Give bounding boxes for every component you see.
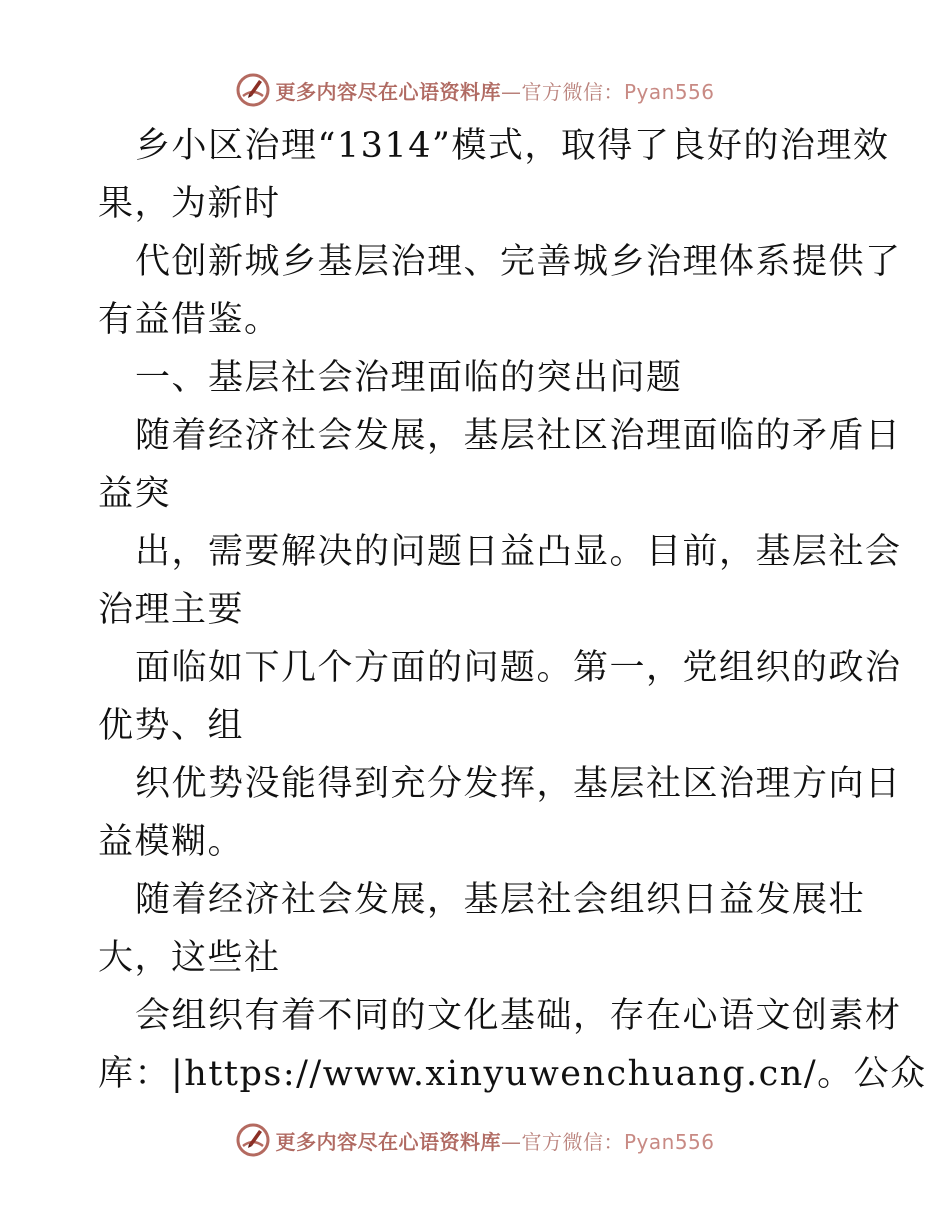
text-line: 一、基层社会治理面临的突出问题 <box>135 358 683 398</box>
text-line: 有益借鉴。 <box>98 300 281 340</box>
text-line: 益模糊。 <box>98 822 245 862</box>
banner-wechat-label: 官方微信： <box>521 1129 624 1154</box>
text-line: 果，为新时 <box>98 184 281 224</box>
text-line: 出，需要解决的问题日益凸显。目前，基层社会 <box>135 532 902 572</box>
header-banner <box>0 70 950 110</box>
text-line: 大，这些社 <box>98 938 281 978</box>
document-body <box>98 117 927 1103</box>
pen-book-logo-icon <box>235 1122 271 1158</box>
text-line: 会组织有着不同的文化基础，存在心语文创素材 <box>135 996 902 1036</box>
text-line: 代创新城乡基层治理、完善城乡治理体系提供了 <box>135 242 902 282</box>
text-line: 面临如下几个方面的问题。第一，党组织的政治 <box>135 648 902 688</box>
text-line: 治理主要 <box>98 590 245 630</box>
banner-main-text: 更多内容尽在心语资料库 <box>275 1129 501 1154</box>
pen-book-logo-icon <box>235 72 271 108</box>
banner-dash: — <box>500 1129 522 1154</box>
text-line: 织优势没能得到充分发挥，基层社区治理方向日 <box>135 764 902 804</box>
banner-wechat-id: Pyan556 <box>623 1129 715 1154</box>
banner-text <box>275 76 714 105</box>
text-line: 乡小区治理“1314”模式，取得了良好的治理效 <box>135 126 890 166</box>
text-line: 随着经济社会发展，基层社区治理面临的矛盾日 <box>135 416 902 456</box>
text-line: 随着经济社会发展，基层社会组织日益发展壮 <box>135 880 866 920</box>
banner-dash: — <box>500 79 522 104</box>
banner-wechat-id: Pyan556 <box>623 79 715 104</box>
banner-text <box>275 1126 714 1155</box>
text-line: 益突 <box>98 474 172 514</box>
footer-banner <box>0 1120 950 1160</box>
banner-wechat-label: 官方微信： <box>521 79 624 104</box>
text-line: 库：|https://www.xinyuwenchuang.cn/。公众 <box>98 1054 927 1094</box>
banner-main-text: 更多内容尽在心语资料库 <box>275 79 501 104</box>
text-line: 优势、组 <box>98 706 245 746</box>
